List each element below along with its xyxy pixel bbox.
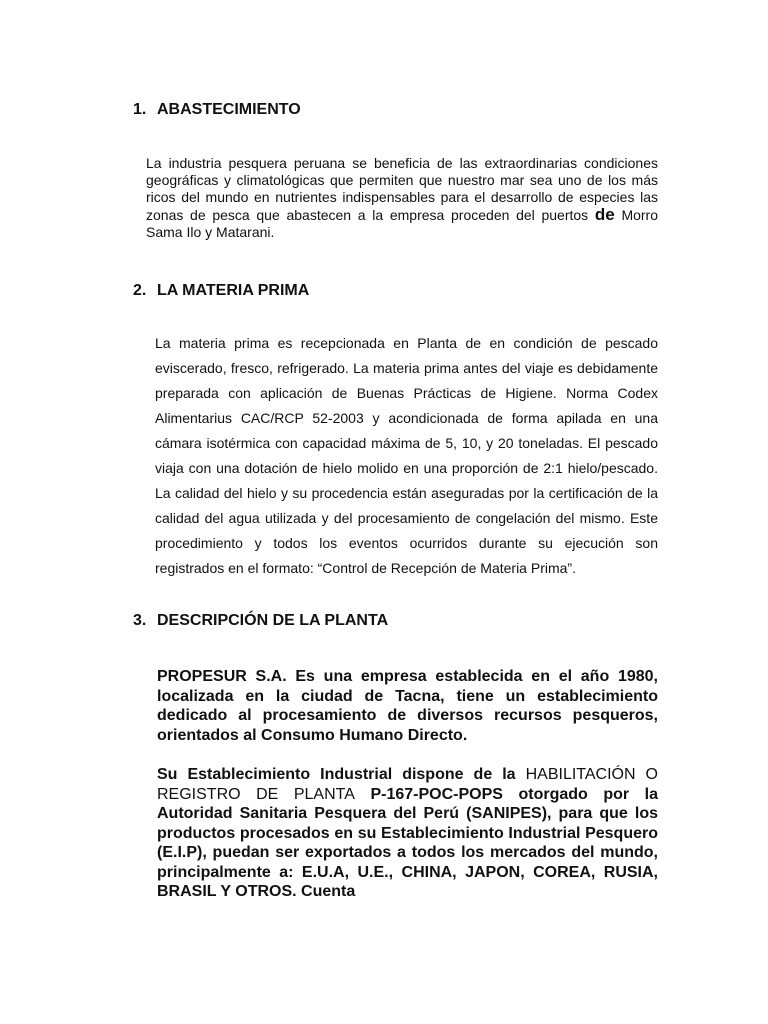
section-heading-materia-prima — [133, 282, 309, 300]
section-body-descripcion-p1 — [157, 667, 658, 745]
body-text: PROPESUR S.A. Es una empresa establecida en el año 1980, localizada en la ciudad de Tacna, tiene un establecimiento dedicado al procesamiento de diversos recursos pesqueros, orientados al Consumo Humano Directo. — [157, 668, 658, 744]
section-title: DESCRIPCIÓN DE LA PLANTA — [157, 612, 389, 629]
body-text-start: Su Establecimiento Industrial dispone de la — [157, 766, 516, 783]
section-heading-abastecimiento — [133, 101, 301, 119]
emphasized-word: de — [594, 205, 615, 224]
section-body-materia-prima — [155, 331, 658, 581]
section-title: LA MATERIA PRIMA — [157, 282, 310, 299]
section-body-descripcion-p2 — [157, 765, 658, 902]
section-title: ABASTECIMIENTO — [157, 101, 301, 118]
body-text: La industria pesquera peruana se beneficia de las extraordinarias condiciones geográficas y climatológicas que permiten que nuestro mar sea uno de los más ricos del mundo en nutrientes indispensables para el desarrollo de especies las zonas de pesca que abastecen a la empresa proceden del puertos — [146, 155, 658, 223]
section-number: 2. — [133, 282, 147, 299]
body-text-end: P-167-POC-POPS otorgado por la Autoridad Sanitaria Pesquera del Perú (SANIPES), para que los productos procesados en su Establecimiento Industrial Pesquero (E.I.P), puedan ser exportados a todos los mercados del mundo, principalmente a: E.U.A, U.E., CHINA, JAPON, COREA, RUSIA, BRASIL Y OTROS. Cuenta — [157, 785, 658, 900]
section-number: 3. — [133, 612, 147, 629]
section-body-abastecimiento — [146, 155, 658, 241]
registration-name: HABILITACIÓN O REGISTRO DE PLANTA — [157, 766, 658, 803]
section-number: 1. — [133, 101, 147, 118]
body-text: La materia prima es recepcionada en Planta de en condición de pescado eviscerado, fresco, refrigerado. La materia prima antes del viaje es debidamente preparada con aplicación de Buenas Prácticas de Higiene. Norma Codex Alimentarius CAC/RCP 52-2003 y acondicionada de forma apilada en una cámara isotérmica con capacidad máxima de 5, 10, y 20 toneladas. El pescado viaja con una dotación de hielo molido en una proporción de 2:1 hielo/pescado. La calidad del hielo y su procedencia están aseguradas por la certificación de la calidad del agua utilizada y del procesamiento de congelación del mismo. Este procedimiento y todos los eventos ocurridos durante su ejecución son registrados en el formato: “Control de Recepción de Materia Prima”. — [155, 335, 658, 576]
section-heading-descripcion-planta — [133, 612, 388, 630]
body-text-end: Morro Sama Ilo y Matarani. — [146, 207, 658, 240]
